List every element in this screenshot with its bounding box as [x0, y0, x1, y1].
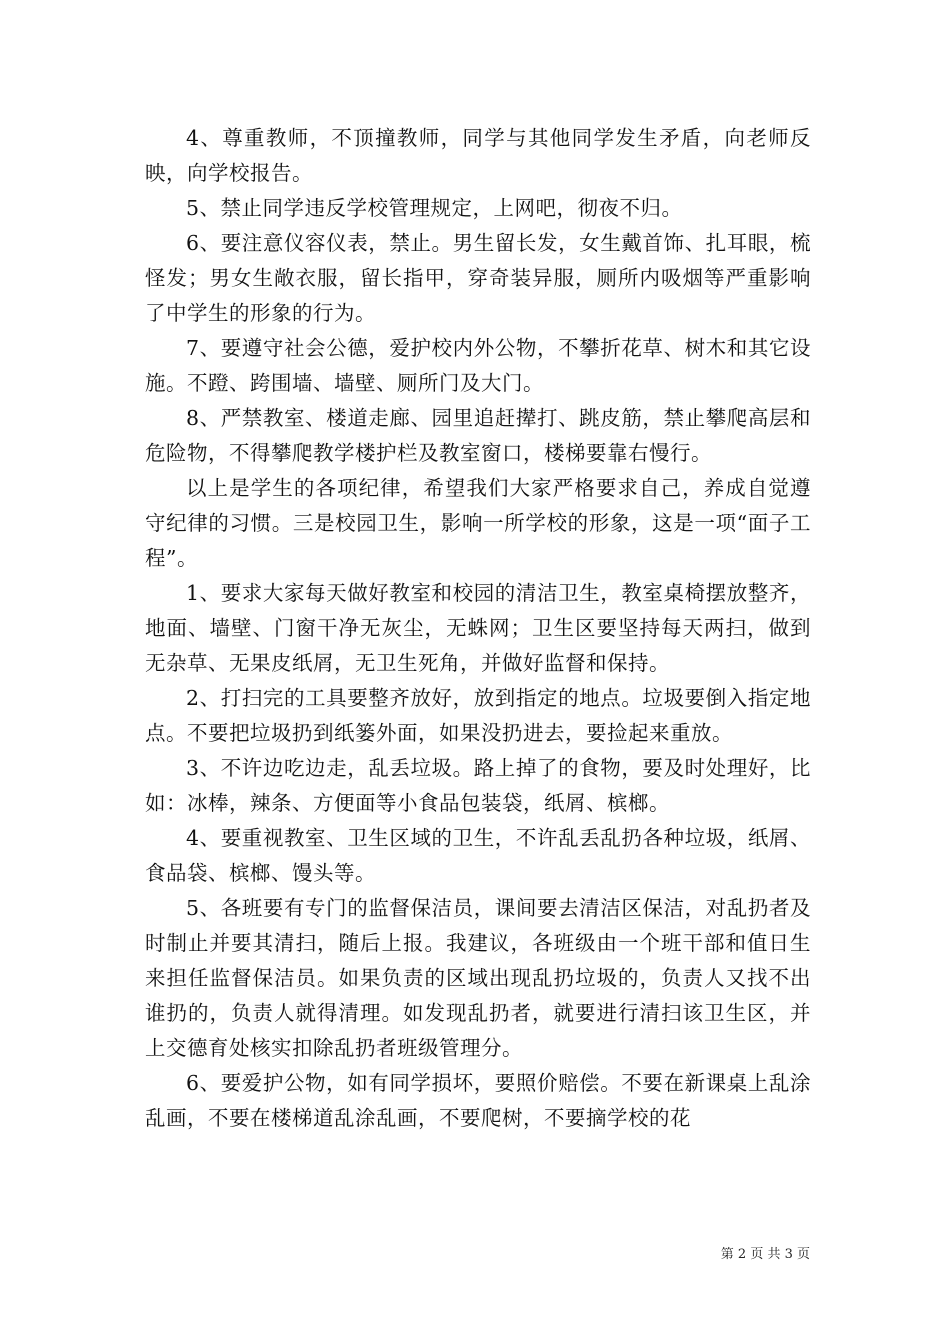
paragraph: 8、严禁教室、楼道走廊、园里追赶撵打、跳皮筋，禁止攀爬高层和危险物，不得攀爬教学楼护栏及教室窗口，楼梯要靠右慢行。 [145, 406, 811, 465]
paragraph: 4、要重视教室、卫生区域的卫生，不许乱丢乱扔各种垃圾，纸屑、食品袋、槟榔、馒头等。 [145, 826, 811, 885]
page-number: 第 2 页 共 3 页 [720, 1247, 810, 1262]
document-body [145, 121, 811, 1136]
paragraph: 5、各班要有专门的监督保洁员，课间要去清洁区保洁，对乱扔者及时制止并要其清扫，随后上报。我建议，各班级由一个班干部和值日生来担任监督保洁员。如果负责的区域出现乱扔垃圾的，负责人又找不出谁扔的，负责人就得清理。如发现乱扔者，就要进行清扫该卫生区，并上交德育处核实扣除乱扔者班级管理分。 [145, 896, 811, 1060]
paragraph: 6、要爱护公物，如有同学损坏，要照价赔偿。不要在新课桌上乱涂乱画，不要在楼梯道乱涂乱画，不要爬树，不要摘学校的花 [145, 1071, 811, 1130]
paragraph: 1、要求大家每天做好教室和校园的清洁卫生，教室桌椅摆放整齐，地面、墙壁、门窗干净无灰尘，无蛛网；卫生区要坚持每天两扫，做到无杂草、无果皮纸屑，无卫生死角，并做好监督和保持。 [145, 581, 811, 675]
paragraph: 6、要注意仪容仪表，禁止。男生留长发，女生戴首饰、扎耳眼，梳怪发；男女生敞衣服，留长指甲，穿奇装异服，厕所内吸烟等严重影响了中学生的形象的行为。 [145, 231, 811, 325]
paragraph: 3、不许边吃边走，乱丢垃圾。路上掉了的食物，要及时处理好，比如：冰棒，辣条、方便面等小食品包装袋，纸屑、槟榔。 [145, 756, 811, 815]
paragraph: 5、禁止同学违反学校管理规定，上网吧，彻夜不归。 [186, 196, 683, 220]
paragraph: 7、要遵守社会公德，爱护校内外公物，不攀折花草、树木和其它设施。不蹬、跨围墙、墙壁、厕所门及大门。 [145, 336, 811, 395]
paragraph: 以上是学生的各项纪律，希望我们大家严格要求自己，养成自觉遵守纪律的习惯。三是校园卫生，影响一所学校的形象，这是一项“面子工程”。 [145, 476, 811, 570]
paragraph: 4、尊重教师，不顶撞教师，同学与其他同学发生矛盾，向老师反映，向学校报告。 [145, 126, 811, 185]
paragraph: 2、打扫完的工具要整齐放好，放到指定的地点。垃圾要倒入指定地点。不要把垃圾扔到纸篓外面，如果没扔进去，要捡起来重放。 [145, 686, 811, 745]
